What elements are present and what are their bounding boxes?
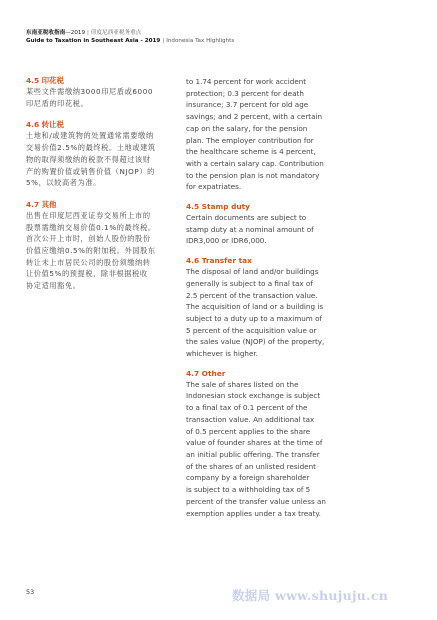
text-line: 5%，以较高者为准。: [26, 178, 101, 188]
text-line: 转让未上市居民公司的股份须缴纳转: [26, 257, 151, 267]
text-line: company by a foreign shareholder: [186, 473, 310, 483]
text-line: 交易价值2.5%的最终税。土地或建筑: [26, 143, 156, 153]
text-line: plan. The employer contribution for: [186, 135, 314, 145]
continued-paragraph: [186, 76, 336, 193]
section-body-4-7-cn: [26, 210, 172, 292]
text-line: whichever is higher.: [186, 349, 258, 359]
text-line: with a certain salary cap. Contribution: [186, 158, 324, 168]
text-line: the healthcare scheme is 4 percent,: [186, 147, 316, 157]
text-line: generally is subject to a final tax of: [186, 278, 313, 288]
text-line: 5 percent of the acquisition value or: [186, 325, 317, 335]
text-line: Certain documents are subject to: [186, 213, 307, 223]
text-line: 让价值5%的预提税，除非根据税收: [26, 269, 148, 279]
section-heading-4-6-en: 4.6 Transfer tax: [186, 256, 252, 266]
text-line: savings; and 2 percent, with a certain: [186, 112, 323, 122]
section-body-4-6-cn: [26, 130, 172, 189]
text-line: The sale of shares listed on the: [186, 379, 299, 389]
text-line: exemption applies under a tax treaty.: [186, 508, 321, 518]
header-subtitle-cn: 印度尼西亚税务重点: [90, 30, 142, 36]
section-body-4-6-en: [186, 266, 336, 360]
header-subtitle-en: Indonesia Tax Highlights: [166, 38, 235, 44]
text-line: 首次公开上市时，创始人股份的股份: [26, 234, 151, 244]
page-number: 53: [26, 588, 35, 596]
text-line: of 0.5 percent applies to the share: [186, 426, 311, 436]
text-line: The disposal of land and/or buildings: [186, 267, 319, 277]
text-line: 股票需缴纳交易价值0.1%的最终税。: [26, 222, 156, 232]
text-line: Indonesian stock exchange is subject: [186, 391, 321, 401]
section-heading-4-6-cn: 4.6 转让税: [26, 120, 64, 130]
text-line: is subject to a withholding tax of 5: [186, 485, 311, 495]
section-heading-4-7-cn: 4.7 其他: [26, 199, 57, 209]
text-line: to 1.74 percent for work accident: [186, 77, 307, 86]
header-title-cn: 东南亚税收指南: [26, 30, 66, 36]
text-line: of the shares of an unlisted resident: [186, 461, 316, 471]
text-line: value of founder shares at the time of: [186, 438, 323, 448]
header-line-chinese: 东南亚税收指南—2019 | 印度尼西亚税务重点: [26, 30, 142, 36]
text-line: IDR3,000 or IDR6,000.: [186, 236, 267, 246]
section-body-4-7-en: [186, 379, 336, 519]
right-column-english: [186, 76, 336, 519]
text-line: for expatriates.: [186, 182, 242, 192]
section-body-4-5-cn: [26, 86, 172, 109]
text-line: 物的取得须缴纳的税款不得超过该财: [26, 154, 151, 164]
text-line: to a final tax of 0.1 percent of the: [186, 403, 308, 413]
section-heading-4-5-en: 4.5 Stamp duty: [186, 202, 250, 212]
text-line: stamp duty at a nominal amount of: [186, 224, 314, 234]
text-line: 产的购置价值或销售价值（NJOP）的: [26, 166, 155, 176]
text-line: protection; 0.3 percent for death: [186, 88, 304, 98]
left-column-chinese: [26, 76, 172, 292]
text-line: the sales value (NJOP) of the property,: [186, 337, 325, 347]
text-line: 某些文件需缴纳3000印尼盾或6000: [26, 87, 154, 96]
text-line: an initial public offering. The transfer: [186, 449, 320, 459]
text-line: The acquisition of land or a building is: [186, 302, 324, 312]
header-year: —2019: [65, 30, 86, 36]
running-header: [26, 29, 416, 45]
text-line: 土地和/或建筑物的处置通常需要缴纳: [26, 131, 154, 141]
section-heading-4-5-cn: 4.5 印花税: [26, 76, 64, 85]
text-line: percent of the transfer value unless an: [186, 496, 326, 506]
text-line: transaction value. An additional tax: [186, 414, 315, 424]
text-line: insurance; 3.7 percent for old age: [186, 100, 309, 110]
header-line-english: Guide to Taxation in Southeast Asia - 2019 | Indonesia Tax Highlights: [26, 38, 235, 44]
watermark: 数据局 www.shujuju.cn: [232, 588, 389, 603]
text-line: cap on the salary, for the pension: [186, 123, 308, 133]
text-line: subject to a duty up to a maximum of: [186, 313, 323, 323]
header-title-en: Guide to Taxation in Southeast Asia - 2019: [26, 38, 161, 44]
text-line: 协定适用豁免。: [26, 281, 81, 291]
section-heading-4-7-en: 4.7 Other: [186, 368, 226, 378]
text-line: to the pension plan is not mandatory: [186, 170, 320, 180]
text-line: 价值应缴纳0.5%的附加税。外国股东: [26, 246, 156, 256]
text-line: 2.5 percent of the transaction value.: [186, 290, 318, 300]
text-line: 印尼盾的印花税。: [26, 98, 89, 108]
section-body-4-5-en: [186, 212, 336, 247]
text-line: 出售在印度尼西亚证券交易所上市的: [26, 210, 151, 220]
